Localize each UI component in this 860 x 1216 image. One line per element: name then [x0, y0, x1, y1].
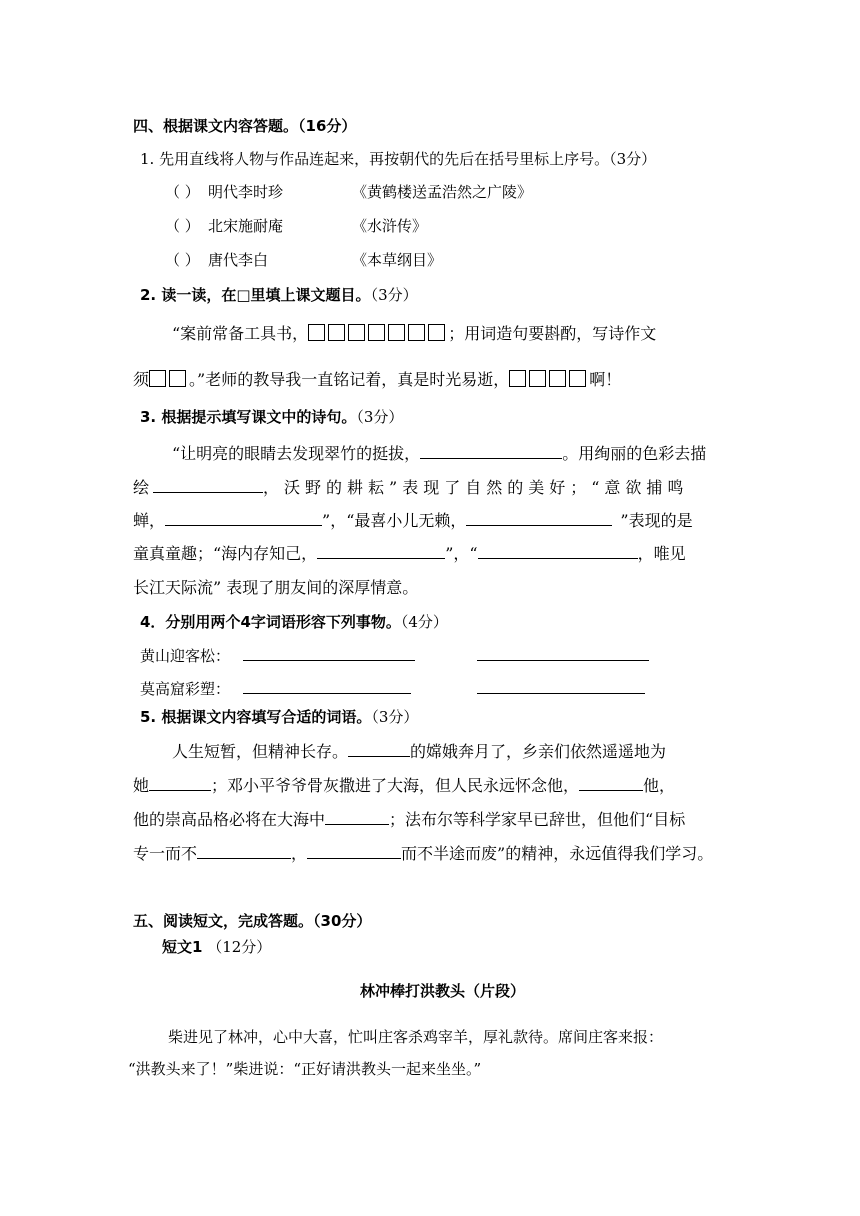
q3-line-2	[133, 475, 688, 498]
q1-row-1-person: 明代李时珍	[208, 183, 284, 201]
answer-blank[interactable]	[197, 844, 291, 859]
q1-prompt: 1. 先用直线将人物与作品连起来，再按朝代的先后在括号里标上序号。（3分）	[140, 150, 657, 168]
answer-box[interactable]	[348, 324, 365, 341]
q5-l2-b: ；邓小平爷爷骨灰撒进了大海，但人民永远怀念他，	[211, 776, 580, 795]
answer-blank[interactable]	[307, 844, 401, 859]
answer-blank[interactable]	[243, 660, 415, 661]
answer-blank[interactable]	[153, 478, 263, 493]
answer-blank[interactable]	[420, 444, 562, 459]
answer-blank[interactable]	[477, 693, 645, 694]
q3-line-1	[172, 441, 706, 464]
answer-box[interactable]	[308, 324, 325, 341]
q2-line2-c: 啊！	[589, 370, 622, 389]
q4-item-1-label: 黄山迎客松：	[140, 647, 231, 665]
q3-l4-c: ，唯见	[637, 544, 686, 563]
q5-l4-c: 而不半途而废”的精神，永远值得我们学习。	[401, 844, 714, 863]
q5-l4-a: 专一而不	[133, 844, 198, 863]
q1-row-1-work: 《黄鹤楼送孟浩然之广陵》	[352, 183, 533, 201]
q2-line1-a: “案前常备工具书，	[172, 324, 309, 343]
q4-prompt-text: 4．分别用两个4字词语形容下列事物。	[140, 613, 401, 631]
answer-box[interactable]	[149, 370, 166, 387]
answer-blank[interactable]	[466, 511, 612, 526]
answer-blank[interactable]	[165, 511, 322, 526]
answer-blank[interactable]	[348, 742, 410, 757]
q5-l2-a: 她	[133, 776, 150, 795]
q5-line-1	[172, 739, 666, 762]
q3-line-5: 长江天际流” 表现了朋友间的深厚情意。	[133, 578, 419, 597]
q3-l2-b: ，沃野的耕耘”表现了自然的美好；“意欲捕鸣	[263, 478, 689, 497]
answer-box[interactable]	[368, 324, 385, 341]
q5-l4-b: ，	[291, 844, 308, 863]
passage-score: （12分）	[207, 938, 272, 956]
q2-line2-b: 。”老师的教导我一直铭记着，真是时光易逝，	[189, 370, 510, 389]
q3-l2-a: 绘	[133, 478, 150, 497]
q3-score: （3分）	[356, 408, 404, 426]
q4-item-2-label: 莫高窟彩塑：	[140, 680, 231, 698]
passage-line-2: “洪教头来了！”柴进说：“正好请洪教头一起来坐坐。”	[128, 1060, 482, 1078]
q1-row-2-person: 北宋施耐庵	[208, 217, 284, 235]
q5-l1-b: 的嫦娥奔月了，乡亲们依然遥遥地为	[410, 742, 667, 761]
q2-line-2	[133, 367, 621, 390]
answer-box[interactable]	[169, 370, 186, 387]
q4-prompt	[140, 611, 448, 632]
q3-l1-a: “让明亮的眼睛去发现翠竹的挺拔，	[172, 444, 421, 463]
q2-prompt-b: 里填上课文题目。	[250, 286, 371, 304]
q2-prompt-a: 2. 读一读，在	[140, 286, 237, 304]
q1-row-3-work: 《本草纲目》	[352, 251, 443, 269]
q3-line-3	[133, 508, 693, 531]
answer-box[interactable]	[428, 324, 445, 341]
q3-l4-b: ”，“	[445, 544, 478, 563]
answer-box[interactable]	[388, 324, 405, 341]
answer-blank[interactable]	[149, 776, 211, 791]
answer-box[interactable]	[408, 324, 425, 341]
passage-1-label	[162, 936, 271, 957]
answer-blank[interactable]	[478, 544, 638, 559]
section-5-heading: 五、阅读短文，完成答题。（30分）	[133, 912, 372, 930]
q3-l3-b: ”，“最喜小儿无赖，	[322, 511, 467, 530]
q3-l1-b: 。用绚丽的色彩去描	[562, 444, 707, 463]
q3-prompt	[140, 406, 403, 427]
q5-line-3	[133, 807, 685, 830]
q1-row-2-bracket: （ ）	[165, 217, 200, 235]
q4-score: （4分）	[400, 613, 448, 631]
answer-blank[interactable]	[317, 544, 445, 559]
passage-title: 林冲棒打洪教头（片段）	[360, 982, 526, 1000]
q3-l3-c: ”表现的是	[620, 511, 693, 530]
answer-box[interactable]	[328, 324, 345, 341]
q3-prompt-text: 3. 根据提示填写课文中的诗句。	[140, 408, 357, 426]
passage-label: 短文1	[162, 938, 203, 956]
q5-l3-b: ；法布尔等科学家早已辞世，但他们“目标	[389, 810, 686, 829]
answer-blank[interactable]	[579, 776, 643, 791]
q1-row-3-person: 唐代李白	[208, 251, 269, 269]
q5-line-2	[133, 773, 675, 796]
q3-l4-a: 童真童趣；“海内存知己，	[133, 544, 318, 563]
q5-line-4	[133, 841, 713, 864]
passage-line-1: 柴进见了林冲，心中大喜，忙叫庄客杀鸡宰羊，厚礼款待。席间庄客来报：	[168, 1028, 664, 1046]
answer-box[interactable]	[569, 370, 586, 387]
q5-l2-c: 他，	[643, 776, 676, 795]
section-4-heading: 四、根据课文内容答题。（16分）	[133, 117, 357, 135]
answer-box[interactable]	[529, 370, 546, 387]
q1-row-3-bracket: （ ）	[165, 251, 200, 269]
q2-prompt-score: （3分）	[370, 286, 418, 304]
q5-prompt	[140, 706, 418, 727]
answer-blank[interactable]	[325, 810, 389, 825]
q3-line-4	[133, 541, 686, 564]
q5-prompt-text: 5. 根据课文内容填写合适的词语。	[140, 708, 372, 726]
q2-line1-b: ；用词造句要斟酌，写诗作文	[448, 324, 657, 343]
q3-l3-a: 蝉，	[133, 511, 166, 530]
q5-score: （3分）	[371, 708, 419, 726]
answer-box[interactable]	[509, 370, 526, 387]
answer-blank[interactable]	[243, 693, 411, 694]
q2-line2-a: 须	[133, 370, 150, 389]
q5-l3-a: 他的崇高品格必将在大海中	[133, 810, 326, 829]
q2-prompt-box: □	[236, 286, 251, 304]
q1-row-1-bracket: （ ）	[165, 183, 200, 201]
answer-blank[interactable]	[477, 660, 649, 661]
q1-row-2-work: 《水浒传》	[352, 217, 428, 235]
q5-l1-a: 人生短暂，但精神长存。	[172, 742, 349, 761]
answer-box[interactable]	[549, 370, 566, 387]
q2-line-1	[172, 321, 656, 344]
q2-prompt	[140, 284, 418, 305]
